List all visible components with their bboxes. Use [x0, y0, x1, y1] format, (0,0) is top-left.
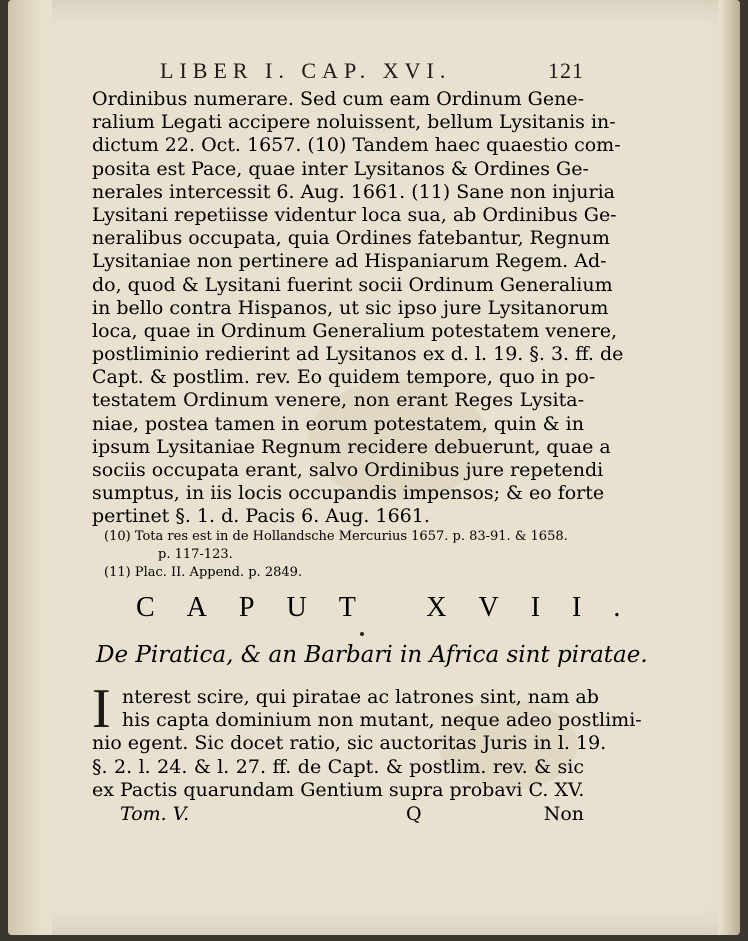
running-head-title: LIBER I. CAP. XVI. [160, 58, 452, 83]
text-line: sociis occupata erant, salvo Ordinibus jure repetendi [92, 459, 604, 481]
text-line: testatem Ordinum venere, non erant Reges Lysita- [92, 389, 584, 412]
text-line: Ordinibus numerare. Sed cum eam Ordinum Gene- [92, 88, 584, 110]
page-number: 121 [548, 58, 584, 83]
text-line: his capta dominium non mutant, neque adeo postlimi- [122, 709, 642, 732]
text-line: in bello contra Hispanos, ut sic ipso jure Lysitanorum [92, 296, 609, 319]
footnote-11: (11) Plac. II. Append. p. 2849. [104, 565, 303, 580]
footnotes [104, 528, 584, 582]
text-line: dictum 22. Oct. 1657. (10) Tandem haec quaestio com- [92, 134, 621, 157]
text-line-last: pertinet §. 1. d. Pacis 6. Aug. 1661. [92, 505, 430, 528]
running-head [160, 58, 584, 88]
chapter-text [92, 678, 642, 802]
volume-mark: Tom. V. [120, 803, 190, 825]
text-line: Lysitaniae non pertinere ad Hispaniarum Regem. Ad- [92, 250, 607, 273]
text-line: ralium Legati accipere noluissent, bellum Lysitanis in- [92, 111, 616, 134]
page-edge-right [718, 0, 740, 935]
text-line: posita est Pace, quae inter Lysitanos & Ordines Ge- [92, 157, 589, 180]
chapter-subtitle: De Piratica, & an Barbari in Africa sint piratae. [96, 642, 648, 668]
footnote-10: (10) Tota res est in de Hollandsche Mercurius 1657. p. 83-91. & 1658. [104, 529, 568, 544]
page-gutter-left [8, 0, 52, 935]
text-line: Lysitani repetiisse videntur loca sua, ab Ordinibus Ge- [92, 203, 617, 226]
text-line: ipsum Lysitaniae Regnum recidere debuerunt, quae a [92, 435, 611, 458]
main-text [92, 88, 624, 529]
text-line: sumptus, in iis locis occupandis impensos; & eo forte [92, 482, 605, 505]
text-line: loca, quae in Ordinum Generalium potestatem venere, [92, 319, 618, 342]
text-line: §. 2. l. 24. & l. 27. ff. de Capt. & postlim. rev. & sic [92, 755, 584, 778]
text-line: nio egent. Sic docet ratio, sic auctoritas Juris in l. 19. [92, 732, 607, 755]
text-line: nterest scire, qui piratae ac latrones sint, nam ab [122, 686, 599, 708]
text-line: postliminio redierint ad Lysitanos ex d. l. 19. §. 3. ff. de [92, 343, 624, 366]
text-line: do, quod & Lysitani fuerint socii Ordinum Generalium [92, 273, 613, 296]
text-line: niae, postea tamen in eorum potestatem, quin & in [92, 412, 584, 435]
drop-cap: I [92, 678, 111, 740]
catchword: Non [543, 803, 584, 825]
text-line: ex Pactis quarundam Gentium supra probavi C. XV. [92, 778, 585, 801]
signature-mark: Q [406, 803, 422, 825]
text-line: nerales intercessit 6. Aug. 1661. (11) Sane non injuria [92, 180, 616, 203]
text-line: Capt. & postlim. rev. Eo quidem tempore, quo in po- [92, 366, 596, 389]
chapter-heading: CAPUT XVII. [136, 592, 653, 623]
footnote-10-continued: p. 117-123. [158, 547, 233, 562]
text-line: neralibus occupata, quia Ordines fatebantur, Regnum [92, 227, 610, 250]
heading-ornament [360, 632, 364, 636]
catchline [120, 803, 584, 827]
